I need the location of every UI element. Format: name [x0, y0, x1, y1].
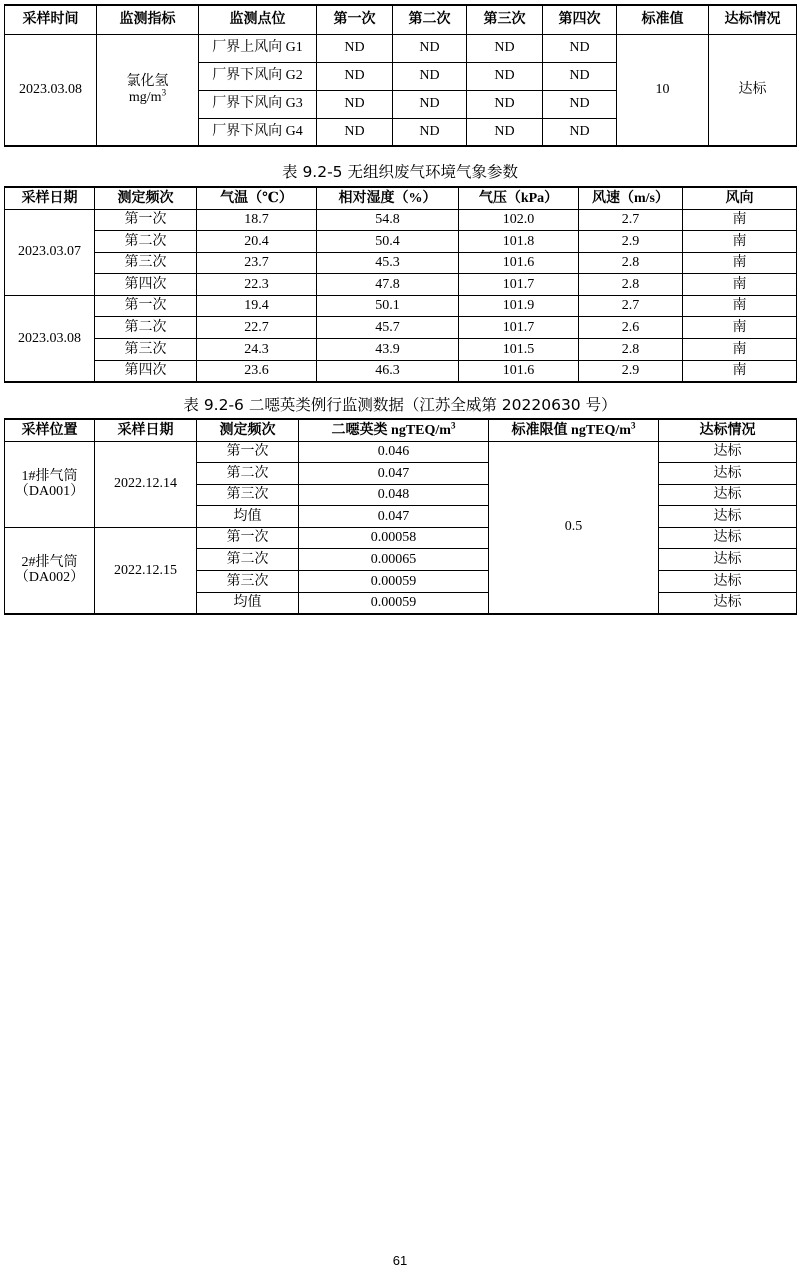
header-text: 标准限值 ngTEQ/m — [511, 422, 631, 438]
status-cell: 达标 — [659, 592, 797, 614]
sampling-location-cell — [5, 527, 95, 613]
value-cell: ND — [543, 90, 617, 118]
frequency-cell: 第一次 — [197, 527, 299, 549]
header-cell: 采样日期 — [5, 187, 95, 209]
unit-text: mg/m — [128, 89, 162, 105]
dioxin-value-cell: 0.00059 — [299, 571, 489, 593]
wind-speed-cell: 2.8 — [579, 252, 683, 274]
value-cell: ND — [317, 118, 393, 146]
humidity-cell: 45.7 — [317, 317, 459, 339]
value-cell: ND — [543, 62, 617, 90]
header-cell: 第三次 — [467, 5, 543, 34]
wind-speed-cell: 2.6 — [579, 317, 683, 339]
frequency-cell: 第一次 — [95, 209, 197, 231]
status-cell: 达标 — [659, 463, 797, 485]
wind-speed-cell: 2.7 — [579, 209, 683, 231]
humidity-cell: 47.8 — [317, 274, 459, 296]
status-cell: 达标 — [659, 484, 797, 506]
frequency-cell: 均值 — [197, 506, 299, 528]
header-cell: 气压（kPa） — [459, 187, 579, 209]
header-cell: 风向 — [683, 187, 797, 209]
indicator-cell — [97, 34, 199, 146]
indicator-unit — [97, 87, 198, 105]
frequency-cell: 第二次 — [197, 463, 299, 485]
table-row — [5, 252, 797, 274]
temperature-cell: 22.3 — [197, 274, 317, 296]
header-cell: 标准值 — [617, 5, 709, 34]
value-cell: ND — [393, 90, 467, 118]
humidity-cell: 50.4 — [317, 231, 459, 253]
wind-speed-cell: 2.7 — [579, 295, 683, 317]
sampling-date-cell: 2023.03.08 — [5, 295, 95, 381]
header-superscript: 3 — [450, 419, 456, 430]
temperature-cell: 24.3 — [197, 339, 317, 361]
sampling-location-cell — [5, 441, 95, 527]
header-cell: 监测指标 — [97, 5, 199, 34]
header-cell: 采样时间 — [5, 5, 97, 34]
location-name: 2#排气筒 — [21, 554, 78, 570]
table-caption-9-2-6: 表 9.2-6 二噁英类例行监测数据（江苏全威第 20220630 号） — [183, 396, 617, 414]
value-cell: ND — [543, 118, 617, 146]
table-row — [5, 360, 797, 382]
location-name: 1#排气筒 — [21, 468, 78, 484]
humidity-cell: 46.3 — [317, 360, 459, 382]
dioxin-value-cell: 0.00058 — [299, 527, 489, 549]
temperature-cell: 20.4 — [197, 231, 317, 253]
sampling-date-cell: 2022.12.14 — [95, 441, 197, 527]
wind-direction-cell: 南 — [683, 317, 797, 339]
header-text: 二噁英类 ngTEQ/m — [331, 422, 451, 438]
dioxin-value-cell: 0.048 — [299, 484, 489, 506]
point-cell: 厂界下风向 G4 — [199, 118, 317, 146]
status-cell: 达标 — [659, 506, 797, 528]
frequency-cell: 第二次 — [95, 317, 197, 339]
wind-speed-cell: 2.8 — [579, 339, 683, 361]
header-cell: 相对湿度（%） — [317, 187, 459, 209]
pressure-cell: 101.7 — [459, 317, 579, 339]
unit-superscript: 3 — [161, 87, 167, 98]
header-cell: 气温（℃） — [197, 187, 317, 209]
header-cell: 采样位置 — [5, 419, 95, 441]
standard-value-cell: 10 — [617, 34, 709, 146]
dioxin-value-cell: 0.046 — [299, 441, 489, 463]
wind-direction-cell: 南 — [683, 295, 797, 317]
value-cell: ND — [393, 62, 467, 90]
indicator-name: 氯化氢 — [126, 74, 169, 90]
table-row — [5, 274, 797, 296]
table-header-row — [5, 5, 797, 34]
wind-direction-cell: 南 — [683, 231, 797, 253]
table-row — [5, 441, 797, 463]
temperature-cell: 22.7 — [197, 317, 317, 339]
value-cell: ND — [543, 34, 617, 62]
frequency-cell: 第四次 — [95, 274, 197, 296]
sampling-date-cell: 2023.03.08 — [5, 34, 97, 146]
table-row — [5, 209, 797, 231]
wind-speed-cell: 2.8 — [579, 274, 683, 296]
wind-direction-cell: 南 — [683, 360, 797, 382]
temperature-cell: 23.7 — [197, 252, 317, 274]
wind-direction-cell: 南 — [683, 252, 797, 274]
table-header-row — [5, 187, 797, 209]
table-row — [5, 34, 797, 62]
value-cell: ND — [317, 62, 393, 90]
header-cell: 第二次 — [393, 5, 467, 34]
dioxin-value-cell: 0.00059 — [299, 592, 489, 614]
frequency-cell: 第二次 — [95, 231, 197, 253]
status-cell: 达标 — [659, 527, 797, 549]
table-row — [5, 339, 797, 361]
header-cell — [489, 419, 659, 441]
value-cell: ND — [467, 34, 543, 62]
pressure-cell: 101.7 — [459, 274, 579, 296]
sampling-date-cell: 2023.03.07 — [5, 209, 95, 295]
temperature-cell: 18.7 — [197, 209, 317, 231]
temperature-cell: 19.4 — [197, 295, 317, 317]
value-cell: ND — [317, 90, 393, 118]
status-cell: 达标 — [709, 34, 797, 146]
dioxin-value-cell: 0.047 — [299, 463, 489, 485]
table-caption-9-2-5: 表 9.2-5 无组织废气环境气象参数 — [282, 163, 518, 181]
header-cell: 采样日期 — [95, 419, 197, 441]
table-row — [5, 527, 797, 549]
frequency-cell: 第三次 — [197, 484, 299, 506]
status-cell: 达标 — [659, 441, 797, 463]
header-cell: 测定频次 — [197, 419, 299, 441]
wind-direction-cell: 南 — [683, 209, 797, 231]
pressure-cell: 102.0 — [459, 209, 579, 231]
header-superscript: 3 — [630, 419, 636, 430]
temperature-cell: 23.6 — [197, 360, 317, 382]
point-cell: 厂界上风向 G1 — [199, 34, 317, 62]
pressure-cell: 101.5 — [459, 339, 579, 361]
table-row — [5, 295, 797, 317]
frequency-cell: 第一次 — [95, 295, 197, 317]
status-cell: 达标 — [659, 571, 797, 593]
sampling-date-cell: 2022.12.15 — [95, 527, 197, 613]
header-cell: 风速（m/s） — [579, 187, 683, 209]
pressure-cell: 101.8 — [459, 231, 579, 253]
header-cell — [299, 419, 489, 441]
point-cell: 厂界下风向 G3 — [199, 90, 317, 118]
humidity-cell: 50.1 — [317, 295, 459, 317]
header-cell: 监测点位 — [199, 5, 317, 34]
value-cell: ND — [467, 90, 543, 118]
frequency-cell: 第一次 — [197, 441, 299, 463]
value-cell: ND — [317, 34, 393, 62]
header-cell: 第四次 — [543, 5, 617, 34]
location-code: （DA001） — [14, 484, 85, 500]
pressure-cell: 101.9 — [459, 295, 579, 317]
meteorology-table — [4, 186, 797, 383]
humidity-cell: 43.9 — [317, 339, 459, 361]
humidity-cell: 45.3 — [317, 252, 459, 274]
value-cell: ND — [467, 118, 543, 146]
frequency-cell: 第三次 — [95, 252, 197, 274]
dioxin-value-cell: 0.00065 — [299, 549, 489, 571]
frequency-cell: 第三次 — [95, 339, 197, 361]
humidity-cell: 54.8 — [317, 209, 459, 231]
frequency-cell: 第三次 — [197, 571, 299, 593]
value-cell: ND — [393, 118, 467, 146]
wind-speed-cell: 2.9 — [579, 360, 683, 382]
point-cell: 厂界下风向 G2 — [199, 62, 317, 90]
table-header-row — [5, 419, 797, 441]
page-number: 61 — [392, 1253, 408, 1268]
frequency-cell: 均值 — [197, 592, 299, 614]
wind-direction-cell: 南 — [683, 274, 797, 296]
location-code: （DA002） — [14, 570, 85, 586]
value-cell: ND — [467, 62, 543, 90]
hcl-monitoring-table — [4, 4, 797, 147]
pressure-cell: 101.6 — [459, 360, 579, 382]
frequency-cell: 第四次 — [95, 360, 197, 382]
header-cell: 达标情况 — [709, 5, 797, 34]
dioxin-monitoring-table — [4, 418, 797, 615]
wind-direction-cell: 南 — [683, 339, 797, 361]
pressure-cell: 101.6 — [459, 252, 579, 274]
header-cell: 第一次 — [317, 5, 393, 34]
value-cell: ND — [393, 34, 467, 62]
header-cell: 达标情况 — [659, 419, 797, 441]
dioxin-value-cell: 0.047 — [299, 506, 489, 528]
wind-speed-cell: 2.9 — [579, 231, 683, 253]
frequency-cell: 第二次 — [197, 549, 299, 571]
status-cell: 达标 — [659, 549, 797, 571]
table-row — [5, 231, 797, 253]
limit-value-cell: 0.5 — [489, 441, 659, 614]
table-row — [5, 317, 797, 339]
header-cell: 测定频次 — [95, 187, 197, 209]
